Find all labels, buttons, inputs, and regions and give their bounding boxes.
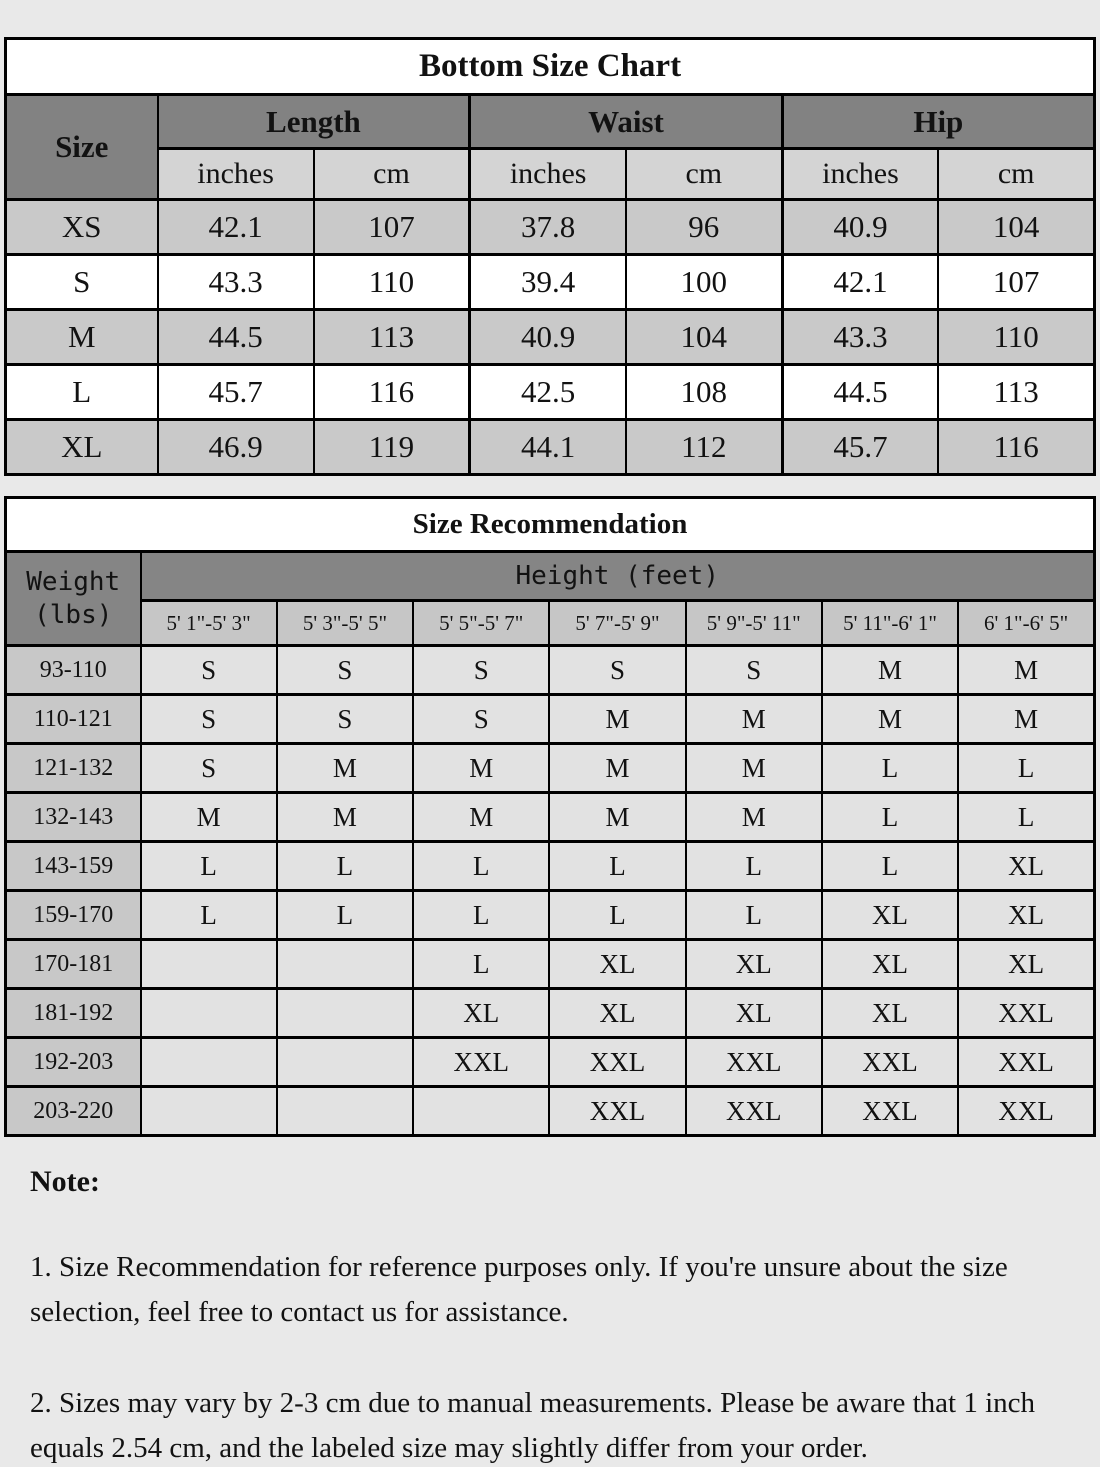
recommended-size: M [822, 646, 958, 695]
recommendation-header-row [6, 552, 1095, 601]
measurement-value: 40.9 [470, 310, 626, 365]
recommended-size: M [822, 695, 958, 744]
measurement-value: 116 [314, 365, 470, 420]
recommended-size: L [958, 744, 1094, 793]
recommendation-row [6, 842, 1095, 891]
recommended-size [141, 989, 277, 1038]
height-range-header: 5' 1"-5' 3" [141, 601, 277, 646]
measurement-value: 100 [626, 255, 782, 310]
recommended-size: XL [822, 940, 958, 989]
size-label: XS [6, 200, 158, 255]
recommended-size [141, 940, 277, 989]
recommended-size: M [958, 695, 1094, 744]
length-cm-header: cm [314, 149, 470, 200]
measurement-value: 46.9 [158, 420, 314, 475]
recommended-size: M [141, 793, 277, 842]
recommended-size [277, 1087, 413, 1136]
height-range-header: 5' 11"-6' 1" [822, 601, 958, 646]
measurement-value: 42.5 [470, 365, 626, 420]
recommended-size: XXL [686, 1038, 822, 1087]
recommended-size: XL [822, 989, 958, 1038]
units-header-row [6, 149, 1095, 200]
measurement-value: 39.4 [470, 255, 626, 310]
length-group-header: Length [158, 95, 470, 149]
recommended-size [277, 940, 413, 989]
measurement-value: 44.1 [470, 420, 626, 475]
size-chart-row [6, 200, 1095, 255]
recommended-size: XXL [822, 1087, 958, 1136]
recommended-size [413, 1087, 549, 1136]
recommended-size: L [277, 842, 413, 891]
note-item-2: 2. Sizes may vary by 2-3 cm due to manual measurements. Please be aware that 1 inch equals 2.54 cm, and the labeled size may slightly differ from your order. [30, 1386, 1036, 1464]
recommended-size [277, 1038, 413, 1087]
bottom-size-chart-table [4, 37, 1096, 476]
weight-range-label: 159-170 [6, 891, 141, 940]
measurement-value: 44.5 [782, 365, 938, 420]
recommended-size: S [686, 646, 822, 695]
recommended-size: XXL [549, 1038, 685, 1087]
size-label: S [6, 255, 158, 310]
recommended-size [277, 989, 413, 1038]
recommended-size: XL [549, 940, 685, 989]
recommended-size: XXL [958, 1038, 1094, 1087]
recommended-size: M [958, 646, 1094, 695]
recommended-size: S [141, 695, 277, 744]
measurement-value: 107 [314, 200, 470, 255]
recommendation-row [6, 989, 1095, 1038]
recommended-size: XL [686, 940, 822, 989]
size-chart-row [6, 310, 1095, 365]
recommended-size: S [413, 646, 549, 695]
recommended-size: XXL [958, 989, 1094, 1038]
recommended-size: XL [686, 989, 822, 1038]
recommendation-row [6, 891, 1095, 940]
size-column-header: Size [6, 95, 158, 200]
recommended-size: XL [958, 940, 1094, 989]
recommended-size: L [413, 842, 549, 891]
waist-cm-header: cm [626, 149, 782, 200]
size-label: L [6, 365, 158, 420]
recommended-size: L [822, 842, 958, 891]
recommended-size: L [822, 793, 958, 842]
recommended-size: L [686, 891, 822, 940]
height-range-header: 5' 5"-5' 7" [413, 601, 549, 646]
measurement-value: 119 [314, 420, 470, 475]
note-item-1: 1. Size Recommendation for reference purposes only. If you're unsure about the size selection, feel free to contact us for assistance. [30, 1251, 1008, 1328]
recommended-size: S [549, 646, 685, 695]
recommended-size: L [141, 891, 277, 940]
measurement-value: 43.3 [158, 255, 314, 310]
recommended-size: XXL [958, 1087, 1094, 1136]
height-range-header: 6' 1"-6' 5" [958, 601, 1094, 646]
weight-header-line2: (lbs) [34, 599, 113, 630]
measurement-value: 113 [314, 310, 470, 365]
recommended-size: M [277, 744, 413, 793]
recommendation-row [6, 744, 1095, 793]
height-range-header: 5' 9"-5' 11" [686, 601, 822, 646]
measurement-value: 45.7 [158, 365, 314, 420]
recommendation-row [6, 940, 1095, 989]
measurement-value: 116 [938, 420, 1094, 475]
recommended-size [141, 1038, 277, 1087]
weight-header-line1: Weight [26, 567, 121, 597]
measurement-value: 37.8 [470, 200, 626, 255]
measurement-value: 112 [626, 420, 782, 475]
recommended-size: XL [549, 989, 685, 1038]
weight-range-label: 121-132 [6, 744, 141, 793]
measurement-value: 45.7 [782, 420, 938, 475]
measurement-value: 113 [938, 365, 1094, 420]
size-recommendation-table [4, 496, 1096, 1137]
recommended-size: S [413, 695, 549, 744]
measurement-value: 110 [314, 255, 470, 310]
waist-group-header: Waist [470, 95, 782, 149]
weight-range-label: 93-110 [6, 646, 141, 695]
recommended-size: L [686, 842, 822, 891]
measurement-value: 43.3 [782, 310, 938, 365]
recommended-size: L [413, 891, 549, 940]
recommended-size: S [277, 646, 413, 695]
measurement-value: 40.9 [782, 200, 938, 255]
recommended-size: XXL [413, 1038, 549, 1087]
size-chart-group-header-row [6, 95, 1095, 149]
weight-range-label: 143-159 [6, 842, 141, 891]
recommended-size: M [277, 793, 413, 842]
recommended-size [141, 1087, 277, 1136]
recommended-size: XXL [549, 1087, 685, 1136]
recommended-size: M [686, 695, 822, 744]
recommendation-row [6, 793, 1095, 842]
size-chart-body [6, 200, 1095, 475]
measurement-value: 44.5 [158, 310, 314, 365]
recommended-size: S [141, 646, 277, 695]
recommended-size: L [413, 940, 549, 989]
notes-section [0, 1137, 1100, 1467]
recommended-size: L [141, 842, 277, 891]
recommended-size: M [413, 793, 549, 842]
recommended-size: XXL [822, 1038, 958, 1087]
height-range-header: 5' 3"-5' 5" [277, 601, 413, 646]
weight-column-header [6, 552, 141, 646]
measurement-value: 42.1 [782, 255, 938, 310]
recommended-size: XL [958, 842, 1094, 891]
recommended-size: L [549, 842, 685, 891]
recommendation-row [6, 646, 1095, 695]
measurement-value: 110 [938, 310, 1094, 365]
recommended-size: L [549, 891, 685, 940]
measurement-value: 108 [626, 365, 782, 420]
size-chart-title-row [6, 39, 1095, 95]
recommended-size: M [413, 744, 549, 793]
weight-range-label: 181-192 [6, 989, 141, 1038]
recommended-size: L [277, 891, 413, 940]
height-range-header: 5' 7"-5' 9" [549, 601, 685, 646]
weight-range-label: 132-143 [6, 793, 141, 842]
recommended-size: XL [822, 891, 958, 940]
recommended-size: M [549, 695, 685, 744]
recommended-size: XL [958, 891, 1094, 940]
size-recommendation-title: Size Recommendation [6, 498, 1095, 552]
waist-inches-header: inches [470, 149, 626, 200]
notes-heading: Note: [30, 1165, 100, 1198]
measurement-value: 104 [626, 310, 782, 365]
hip-inches-header: inches [782, 149, 938, 200]
recommendation-row [6, 1038, 1095, 1087]
length-inches-header: inches [158, 149, 314, 200]
size-chart-row [6, 420, 1095, 475]
recommended-size: S [141, 744, 277, 793]
weight-range-label: 110-121 [6, 695, 141, 744]
recommended-size: M [686, 793, 822, 842]
size-label: XL [6, 420, 158, 475]
hip-group-header: Hip [782, 95, 1094, 149]
weight-range-label: 170-181 [6, 940, 141, 989]
recommended-size: XXL [686, 1087, 822, 1136]
recommended-size: L [822, 744, 958, 793]
size-label: M [6, 310, 158, 365]
recommended-size: XL [413, 989, 549, 1038]
height-column-header: Height (feet) [141, 552, 1095, 601]
height-ranges-row [6, 601, 1095, 646]
recommendation-title-row [6, 498, 1095, 552]
recommended-size: L [958, 793, 1094, 842]
recommended-size: M [549, 793, 685, 842]
size-chart-row [6, 365, 1095, 420]
measurement-value: 96 [626, 200, 782, 255]
size-chart-title: Bottom Size Chart [6, 39, 1095, 95]
size-recommendation-body [6, 646, 1095, 1136]
size-chart-row [6, 255, 1095, 310]
weight-range-label: 192-203 [6, 1038, 141, 1087]
recommendation-row [6, 1087, 1095, 1136]
measurement-value: 42.1 [158, 200, 314, 255]
hip-cm-header: cm [938, 149, 1094, 200]
recommended-size: M [686, 744, 822, 793]
recommendation-row [6, 695, 1095, 744]
recommended-size: M [549, 744, 685, 793]
measurement-value: 104 [938, 200, 1094, 255]
measurement-value: 107 [938, 255, 1094, 310]
recommended-size: S [277, 695, 413, 744]
weight-range-label: 203-220 [6, 1087, 141, 1136]
